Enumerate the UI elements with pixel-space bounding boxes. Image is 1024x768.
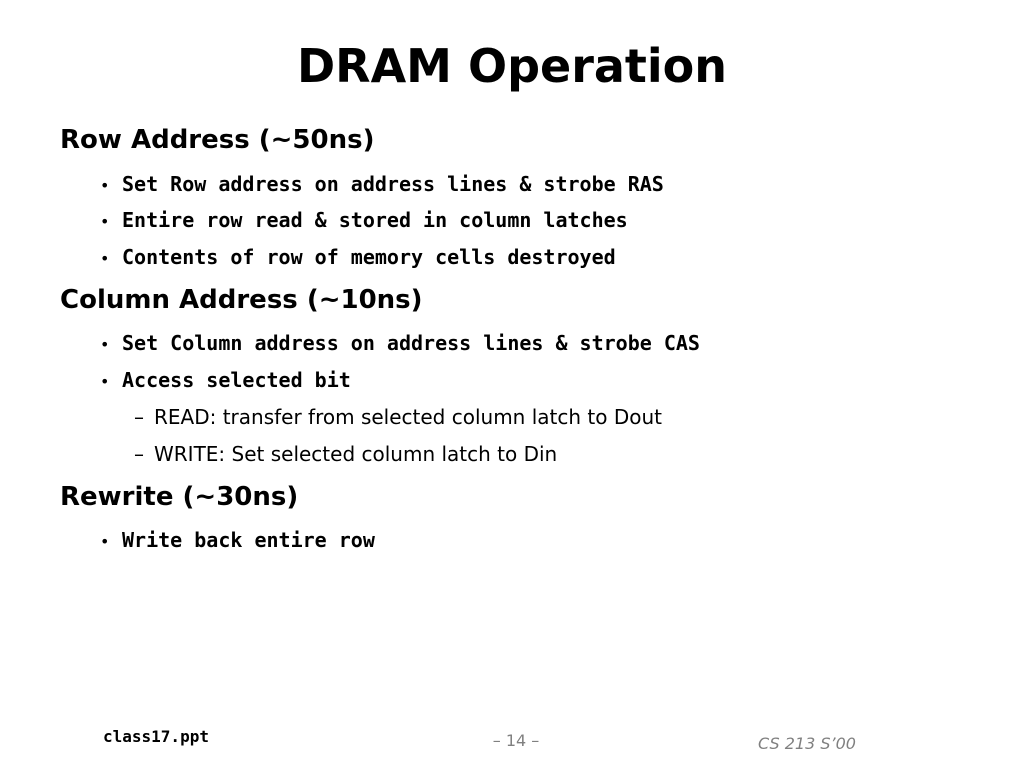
bullet-icon: • <box>100 532 110 551</box>
slide-title: DRAM Operation <box>296 39 728 93</box>
bullet-text: Contents of row of memory cells destroyed <box>122 245 616 269</box>
dash-icon: – <box>134 405 144 429</box>
bullet-item <box>100 526 375 556</box>
bullet-text: Set Column address on address lines & strobe CAS <box>122 331 700 355</box>
sub-bullet-text: READ: transfer from selected column latch to Dout <box>154 405 662 429</box>
section-heading-rewrite: Rewrite (~30ns) <box>60 482 299 512</box>
bullet-icon: • <box>100 176 110 195</box>
bullet-icon: • <box>100 249 110 268</box>
bullet-icon: • <box>100 212 110 231</box>
bullet-item <box>100 366 351 396</box>
section-heading-row-address: Row Address (~50ns) <box>60 125 375 155</box>
bullet-text: Entire row read & stored in column latches <box>122 208 628 232</box>
dash-icon: – <box>134 442 144 466</box>
bullet-item <box>100 206 628 236</box>
sub-bullet-text: WRITE: Set selected column latch to Din <box>154 442 558 466</box>
bullet-icon: • <box>100 335 110 354</box>
bullet-text: Access selected bit <box>122 368 351 392</box>
sub-bullet-item <box>134 403 662 431</box>
bullet-text: Set Row address on address lines & strobe RAS <box>122 172 664 196</box>
footer-course: CS 213 S’00 <box>758 734 856 753</box>
footer-page-number: – 14 – <box>492 731 540 750</box>
sub-bullet-item <box>134 440 557 468</box>
bullet-item <box>100 243 616 273</box>
bullet-text: Write back entire row <box>122 528 375 552</box>
footer-filename: class17.ppt <box>103 727 209 746</box>
bullet-icon: • <box>100 372 110 391</box>
bullet-item <box>100 329 700 359</box>
section-heading-column-address: Column Address (~10ns) <box>60 285 423 315</box>
bullet-item <box>100 170 664 200</box>
